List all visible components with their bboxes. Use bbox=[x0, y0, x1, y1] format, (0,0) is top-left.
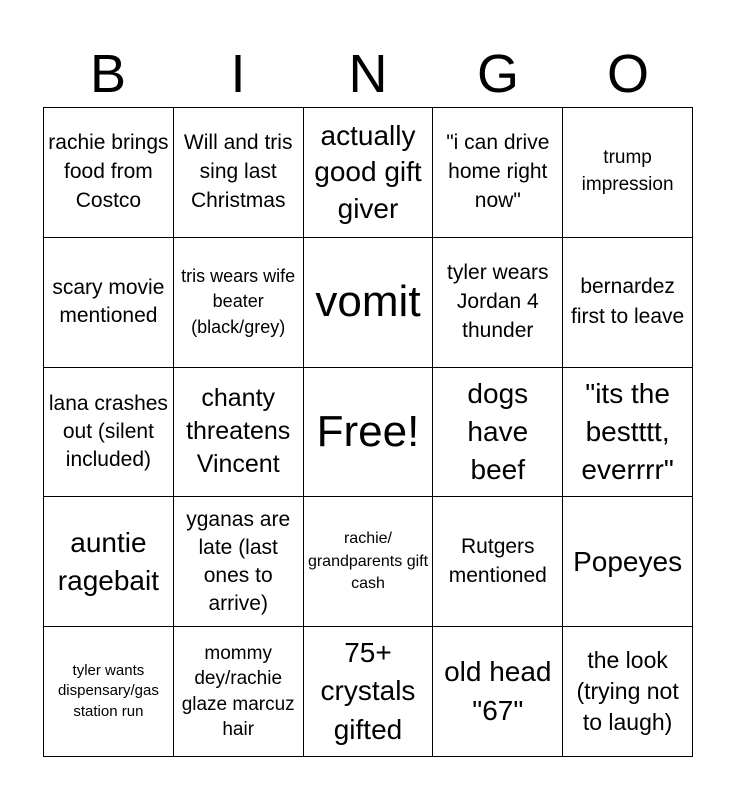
cell-text: tyler wears Jordan 4 thunder bbox=[447, 260, 549, 342]
cell-text: auntie ragebait bbox=[57, 526, 159, 596]
cell-text: Free! bbox=[316, 406, 420, 456]
bingo-cell-r3c2[interactable] bbox=[174, 368, 304, 498]
bingo-cell-r1c3[interactable] bbox=[304, 108, 434, 238]
cell-text: dogs have beef bbox=[467, 377, 529, 486]
bingo-cell-r5c5[interactable] bbox=[563, 627, 693, 757]
cell-text: scary movie mentioned bbox=[52, 276, 165, 328]
header-letter-g: G bbox=[476, 44, 519, 104]
cell-text: Rutgers mentioned bbox=[448, 534, 547, 587]
header-letter-i: I bbox=[230, 44, 246, 104]
cell-text: "its the bestttt, everrrr" bbox=[581, 377, 674, 486]
bingo-cell-r4c1[interactable] bbox=[44, 497, 174, 627]
bingo-free-space[interactable] bbox=[304, 368, 434, 498]
cell-text: mommy dey/rachie glaze marcuz hair bbox=[181, 642, 295, 741]
cell-text: Popeyes bbox=[573, 545, 683, 577]
bingo-cell-r2c4[interactable] bbox=[433, 238, 563, 368]
bingo-cell-r5c4[interactable] bbox=[433, 627, 563, 757]
bingo-cell-r2c1[interactable] bbox=[44, 238, 174, 368]
bingo-cell-r5c3[interactable] bbox=[304, 627, 434, 757]
cell-text: vomit bbox=[315, 277, 421, 326]
cell-text: yganas are late (last ones to arrive) bbox=[186, 507, 291, 615]
cell-text: the look (trying not to laugh) bbox=[576, 646, 679, 736]
bingo-cell-r3c4[interactable] bbox=[433, 368, 563, 498]
cell-text: actually good gift giver bbox=[314, 119, 422, 224]
bingo-cell-r4c4[interactable] bbox=[433, 497, 563, 627]
cell-text: "i can drive home right now" bbox=[446, 130, 550, 212]
cell-text: tyler wants dispensary/gas station run bbox=[57, 662, 159, 720]
cell-text: trump impression bbox=[581, 147, 674, 196]
bingo-cell-r5c2[interactable] bbox=[174, 627, 304, 757]
bingo-cell-r1c5[interactable] bbox=[563, 108, 693, 238]
bingo-cell-r1c4[interactable] bbox=[433, 108, 563, 238]
cell-text: rachie/ grandparents gift cash bbox=[307, 530, 429, 592]
bingo-cell-r3c1[interactable] bbox=[44, 368, 174, 498]
cell-text: bernardez first to leave bbox=[570, 275, 685, 329]
cell-text: tris wears wife beater (black/grey) bbox=[181, 265, 296, 337]
bingo-cell-r4c3[interactable] bbox=[304, 497, 434, 627]
cell-text: Will and tris sing last Christmas bbox=[183, 130, 293, 212]
bingo-board bbox=[43, 107, 693, 757]
cell-text: rachie brings food from Costco bbox=[48, 130, 169, 212]
bingo-cell-r1c1[interactable] bbox=[44, 108, 174, 238]
bingo-header bbox=[43, 40, 693, 108]
bingo-cell-r3c5[interactable] bbox=[563, 368, 693, 498]
bingo-cell-r2c5[interactable] bbox=[563, 238, 693, 368]
bingo-cell-r4c5[interactable] bbox=[563, 497, 693, 627]
cell-text: chanty threatens Vincent bbox=[186, 384, 291, 479]
bingo-cell-r5c1[interactable] bbox=[44, 627, 174, 757]
bingo-cell-r1c2[interactable] bbox=[174, 108, 304, 238]
bingo-cell-r4c2[interactable] bbox=[174, 497, 304, 627]
bingo-cell-r2c2[interactable] bbox=[174, 238, 304, 368]
cell-text: 75+ crystals gifted bbox=[320, 636, 416, 745]
header-letter-n: N bbox=[348, 44, 388, 104]
cell-text: lana crashes out (silent included) bbox=[48, 392, 168, 471]
cell-text: old head "67" bbox=[444, 655, 552, 726]
bingo-cell-r2c3[interactable] bbox=[304, 238, 434, 368]
header-letter-o: O bbox=[606, 44, 649, 104]
header-letter-b: B bbox=[89, 44, 127, 104]
